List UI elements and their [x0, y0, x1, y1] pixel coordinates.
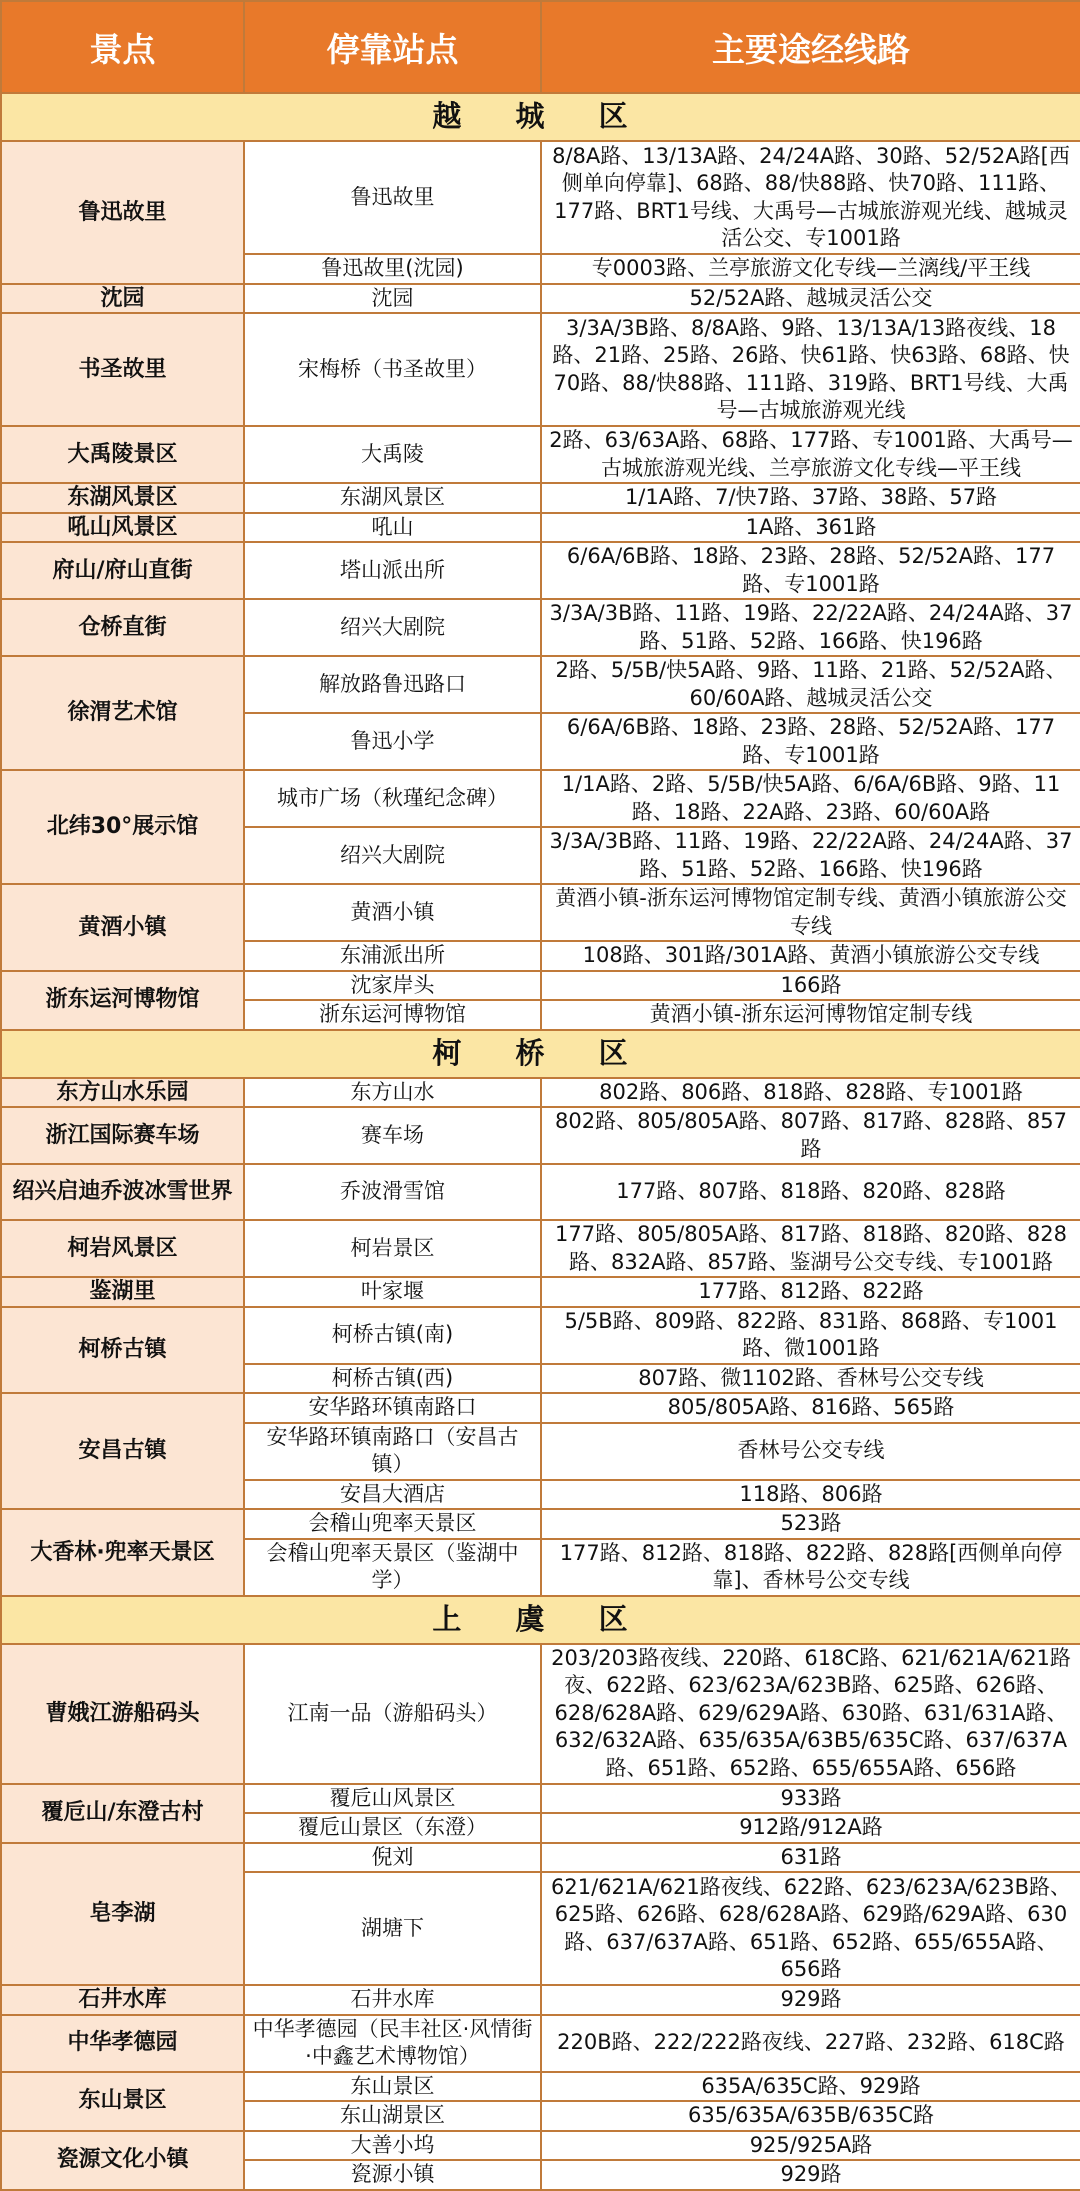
- routes-cell: 6/6A/6B路、18路、23路、28路、52/52A路、177路、专1001路: [541, 713, 1080, 770]
- table-row: [1, 2072, 1080, 2102]
- routes-cell: 929路: [541, 2160, 1080, 2190]
- scenic-spot-cell: 石井水库: [1, 1985, 244, 2015]
- bus-stop-cell: 大善小坞: [244, 2131, 541, 2161]
- bus-stop-cell: 东湖风景区: [244, 483, 541, 513]
- scenic-spot-cell: 府山/府山直街: [1, 542, 244, 599]
- scenic-spot-cell: 浙东运河博物馆: [1, 971, 244, 1030]
- table-row: [1, 884, 1080, 941]
- table-row: [1, 1784, 1080, 1814]
- table-row: [1, 2015, 1080, 2072]
- bus-stop-cell: 赛车场: [244, 1107, 541, 1164]
- district-heading: 上 虞 区: [1, 1596, 1080, 1644]
- scenic-spot-cell: 安昌古镇: [1, 1393, 244, 1509]
- bus-stop-cell: 江南一品（游船码头）: [244, 1644, 541, 1784]
- table-row: [1, 513, 1080, 543]
- bus-stop-cell: 柯桥古镇(西): [244, 1364, 541, 1394]
- routes-cell: 621/621A/621路夜线、622路、623/623A/623B路、625路、626路、628/628A路、629路/629A路、630路、637/637A路、651路、652路、655/655A路、656路: [541, 1872, 1080, 1985]
- scenic-spot-cell: 北纬30°展示馆: [1, 770, 244, 884]
- scenic-spot-cell: 柯桥古镇: [1, 1307, 244, 1394]
- routes-cell: 912路/912A路: [541, 1813, 1080, 1843]
- scenic-spot-cell: 仓桥直街: [1, 599, 244, 656]
- routes-cell: 1/1A路、2路、5/5B/快5A路、6/6A/6B路、9路、11路、18路、22A路、23路、60/60A路: [541, 770, 1080, 827]
- district-heading: 柯 桥 区: [1, 1030, 1080, 1078]
- bus-stop-cell: 柯岩景区: [244, 1220, 541, 1277]
- bus-stop-cell: 沈园: [244, 284, 541, 314]
- routes-cell: 118路、806路: [541, 1480, 1080, 1510]
- scenic-spot-cell: 鉴湖里: [1, 1277, 244, 1307]
- routes-cell: 黄酒小镇-浙东运河博物馆定制专线: [541, 1000, 1080, 1030]
- bus-stop-cell: 东方山水: [244, 1078, 541, 1108]
- routes-cell: 3/3A/3B路、11路、19路、22/22A路、24/24A路、37路、51路、52路、166路、快196路: [541, 599, 1080, 656]
- bus-stop-cell: 东山湖景区: [244, 2101, 541, 2131]
- scenic-spot-cell: 吼山风景区: [1, 513, 244, 543]
- scenic-spot-cell: 瓷源文化小镇: [1, 2131, 244, 2190]
- table-row: [1, 1985, 1080, 2015]
- bus-stop-cell: 会稽山兜率天景区（鉴湖中学）: [244, 1539, 541, 1596]
- bus-stop-cell: 乔波滑雪馆: [244, 1164, 541, 1220]
- table-row: [1, 1307, 1080, 1364]
- table-row: [1, 1843, 1080, 1873]
- bus-stop-cell: 柯桥古镇(南): [244, 1307, 541, 1364]
- routes-cell: 635/635A/635B/635C路: [541, 2101, 1080, 2131]
- table-row: [1, 542, 1080, 599]
- routes-cell: 2路、63/63A路、68路、177路、专1001路、大禹号—古城旅游观光线、兰亭旅游文化专线—平王线: [541, 426, 1080, 483]
- routes-cell: 203/203路夜线、220路、618C路、621/621A/621路夜、622路、623/623A/623B路、625路、626路、628/628A路、629/629A路、630路、631/631A路、632/632A路、635/635A/63B5/635C路、637/637A路、651路、652路、655/655A路、656路: [541, 1644, 1080, 1784]
- table-row: [1, 141, 1080, 254]
- table-row: [1, 656, 1080, 713]
- table-row: [1, 1164, 1080, 1220]
- bus-stop-cell: 湖塘下: [244, 1872, 541, 1985]
- routes-cell: 8/8A路、13/13A路、24/24A路、30路、52/52A路[西侧单向停靠]、68路、88/快88路、快70路、111路、177路、BRT1号线、大禹号—古城旅游观光线、越城灵活公交、专1001路: [541, 141, 1080, 254]
- table-row: [1, 1277, 1080, 1307]
- routes-cell: 925/925A路: [541, 2131, 1080, 2161]
- table-row: [1, 1078, 1080, 1108]
- bus-stop-cell: 鲁迅小学: [244, 713, 541, 770]
- routes-cell: 166路: [541, 971, 1080, 1001]
- district-row: [1, 1030, 1080, 1078]
- routes-cell: 220B路、222/222路夜线、227路、232路、618C路: [541, 2015, 1080, 2072]
- table-row: [1, 1644, 1080, 1784]
- scenic-spot-cell: 大香林·兜率天景区: [1, 1509, 244, 1596]
- bus-stop-cell: 安华路环镇南路口: [244, 1393, 541, 1423]
- routes-cell: 177路、805/805A路、817路、818路、820路、828路、832A路、857路、鉴湖号公交专线、专1001路: [541, 1220, 1080, 1277]
- routes-cell: 1A路、361路: [541, 513, 1080, 543]
- bus-stop-cell: 绍兴大剧院: [244, 827, 541, 884]
- table-header-row: [1, 1, 1080, 93]
- routes-cell: 专0003路、兰亭旅游文化专线—兰漓线/平王线: [541, 254, 1080, 284]
- bus-stop-cell: 叶家堰: [244, 1277, 541, 1307]
- scenic-spot-cell: 浙江国际赛车场: [1, 1107, 244, 1164]
- table-row: [1, 483, 1080, 513]
- table-row: [1, 284, 1080, 314]
- scenic-spot-cell: 书圣故里: [1, 313, 244, 426]
- bus-stop-cell: 会稽山兜率天景区: [244, 1509, 541, 1539]
- routes-cell: 807路、微1102路、香林号公交专线: [541, 1364, 1080, 1394]
- routes-cell: 108路、301路/301A路、黄酒小镇旅游公交专线: [541, 941, 1080, 971]
- table-row: [1, 426, 1080, 483]
- table-row: [1, 770, 1080, 827]
- bus-stop-cell: 安华路环镇南路口（安昌古镇）: [244, 1423, 541, 1480]
- table-row: [1, 1509, 1080, 1539]
- header-scenic-spot: 景点: [1, 1, 244, 93]
- bus-stop-cell: 吼山: [244, 513, 541, 543]
- bus-stop-cell: 解放路鲁迅路口: [244, 656, 541, 713]
- scenic-spot-cell: 皂李湖: [1, 1843, 244, 1986]
- routes-cell: 802路、805/805A路、807路、817路、828路、857路: [541, 1107, 1080, 1164]
- routes-cell: 929路: [541, 1985, 1080, 2015]
- bus-stop-cell: 覆卮山风景区: [244, 1784, 541, 1814]
- bus-stop-cell: 中华孝德园（民丰社区·风情街·中鑫艺术博物馆）: [244, 2015, 541, 2072]
- bus-stop-cell: 石井水库: [244, 1985, 541, 2015]
- routes-cell: 1/1A路、7/快7路、37路、38路、57路: [541, 483, 1080, 513]
- scenic-spot-cell: 沈园: [1, 284, 244, 314]
- scenic-spot-cell: 曹娥江游船码头: [1, 1644, 244, 1784]
- bus-stop-cell: 倪刘: [244, 1843, 541, 1873]
- table-row: [1, 313, 1080, 426]
- routes-cell: 5/5B路、809路、822路、831路、868路、专1001路、微1001路: [541, 1307, 1080, 1364]
- scenic-spot-cell: 大禹陵景区: [1, 426, 244, 483]
- routes-cell: 177路、812路、818路、822路、828路[西侧单向停靠]、香林号公交专线: [541, 1539, 1080, 1596]
- scenic-spot-cell: 东湖风景区: [1, 483, 244, 513]
- table-row: [1, 971, 1080, 1001]
- scenic-spot-cell: 绍兴启迪乔波冰雪世界: [1, 1164, 244, 1220]
- routes-cell: 177路、807路、818路、820路、828路: [541, 1164, 1080, 1220]
- header-main-routes: 主要途经线路: [541, 1, 1080, 93]
- district-row: [1, 1596, 1080, 1644]
- bus-stop-cell: 宋梅桥（书圣故里）: [244, 313, 541, 426]
- routes-cell: 631路: [541, 1843, 1080, 1873]
- bus-stop-cell: 瓷源小镇: [244, 2160, 541, 2190]
- table-row: [1, 599, 1080, 656]
- scenic-spot-cell: 鲁迅故里: [1, 141, 244, 284]
- bus-stop-cell: 鲁迅故里(沈园): [244, 254, 541, 284]
- routes-cell: 香林号公交专线: [541, 1423, 1080, 1480]
- routes-cell: 2路、5/5B/快5A路、9路、11路、21路、52/52A路、60/60A路、越城灵活公交: [541, 656, 1080, 713]
- routes-cell: 3/3A/3B路、8/8A路、9路、13/13A/13路夜线、18路、21路、25路、26路、快61路、快63路、68路、快70路、88/快88路、111路、319路、BRT1号线、大禹号—古城旅游观光线: [541, 313, 1080, 426]
- bus-stop-cell: 沈家岸头: [244, 971, 541, 1001]
- routes-cell: 52/52A路、越城灵活公交: [541, 284, 1080, 314]
- scenic-spot-cell: 柯岩风景区: [1, 1220, 244, 1277]
- table-row: [1, 1393, 1080, 1423]
- scenic-spot-cell: 东方山水乐园: [1, 1078, 244, 1108]
- district-heading: 越 城 区: [1, 93, 1080, 141]
- district-row: [1, 93, 1080, 141]
- scenic-spot-cell: 徐渭艺术馆: [1, 656, 244, 770]
- routes-cell: 635A/635C路、929路: [541, 2072, 1080, 2102]
- routes-cell: 933路: [541, 1784, 1080, 1814]
- bus-stop-cell: 东山景区: [244, 2072, 541, 2102]
- bus-stop-cell: 城市广场（秋瑾纪念碑）: [244, 770, 541, 827]
- bus-stop-cell: 大禹陵: [244, 426, 541, 483]
- table-body: [1, 93, 1080, 2190]
- routes-cell: 805/805A路、816路、565路: [541, 1393, 1080, 1423]
- routes-cell: 黄酒小镇-浙东运河博物馆定制专线、黄酒小镇旅游公交专线: [541, 884, 1080, 941]
- routes-cell: 6/6A/6B路、18路、23路、28路、52/52A路、177路、专1001路: [541, 542, 1080, 599]
- scenic-spot-cell: 东山景区: [1, 2072, 244, 2131]
- routes-cell: 177路、812路、822路: [541, 1277, 1080, 1307]
- table-row: [1, 1220, 1080, 1277]
- scenic-spot-cell: 黄酒小镇: [1, 884, 244, 971]
- bus-stop-cell: 覆卮山景区（东澄）: [244, 1813, 541, 1843]
- routes-cell: 3/3A/3B路、11路、19路、22/22A路、24/24A路、37路、51路、52路、166路、快196路: [541, 827, 1080, 884]
- bus-stop-cell: 浙东运河博物馆: [244, 1000, 541, 1030]
- bus-stop-cell: 东浦派出所: [244, 941, 541, 971]
- table-row: [1, 1107, 1080, 1164]
- routes-cell: 523路: [541, 1509, 1080, 1539]
- bus-stop-cell: 黄酒小镇: [244, 884, 541, 941]
- scenic-spot-cell: 覆卮山/东澄古村: [1, 1784, 244, 1843]
- routes-cell: 802路、806路、818路、828路、专1001路: [541, 1078, 1080, 1108]
- bus-stop-cell: 绍兴大剧院: [244, 599, 541, 656]
- header-bus-stop: 停靠站点: [244, 1, 541, 93]
- bus-stop-cell: 安昌大酒店: [244, 1480, 541, 1510]
- bus-stop-cell: 鲁迅故里: [244, 141, 541, 254]
- scenic-spot-cell: 中华孝德园: [1, 2015, 244, 2072]
- bus-stop-cell: 塔山派出所: [244, 542, 541, 599]
